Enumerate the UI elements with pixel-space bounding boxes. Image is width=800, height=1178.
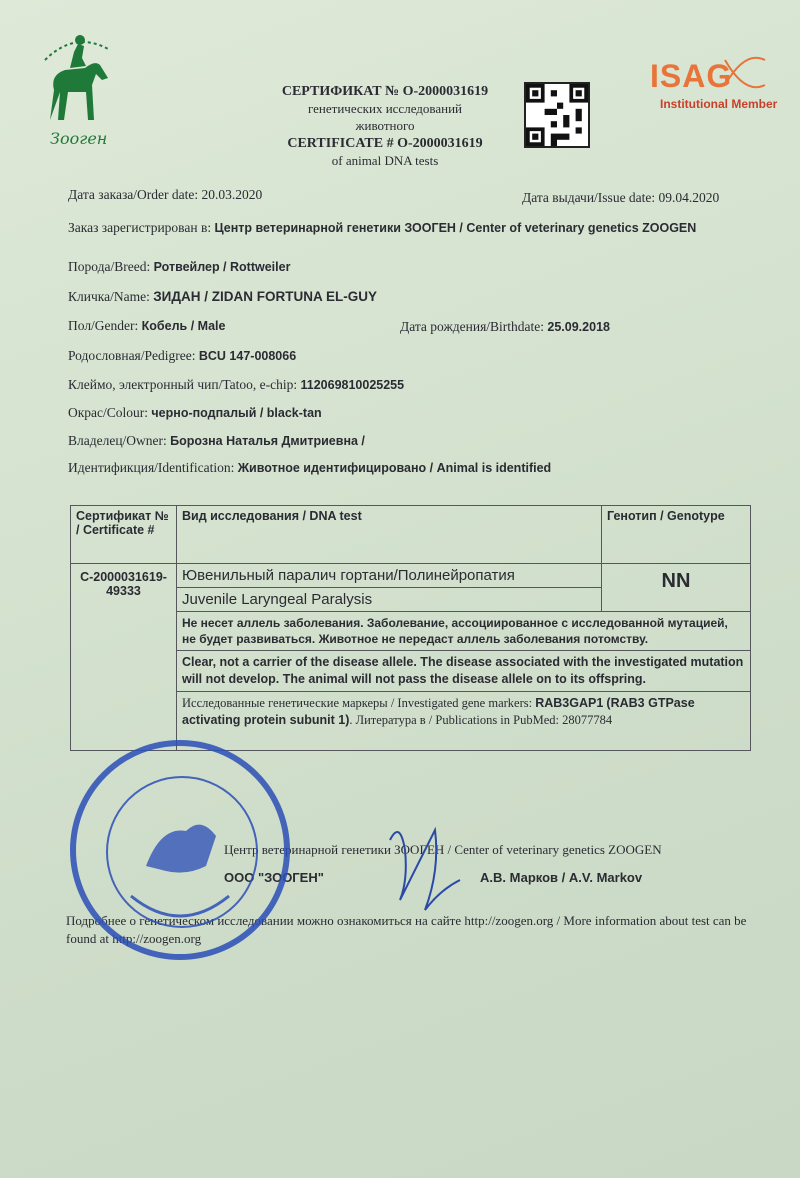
col-test-header: Вид исследования / DNA test — [177, 506, 602, 564]
signature-icon — [380, 820, 470, 920]
order-date: Дата заказа/Order date: 20.03.2020 — [68, 187, 263, 202]
result-ru: Не несет аллель заболевания. Заболевание, ассоциированное с исследованной мутацией, не будет развиваться. Животное не передаст аллель заболевания потомству. — [177, 612, 751, 651]
markers-desc: (RAB3 GTPase activating protein subunit 1) — [182, 696, 695, 727]
birth-label: Дата рождения/Birthdate: — [400, 319, 545, 334]
official-stamp — [70, 740, 290, 960]
gender-line — [68, 318, 225, 334]
table-row — [71, 564, 751, 588]
breed-label: Порода/Breed: — [68, 259, 151, 274]
footer-center: Центр ветеринарной генетики ЗООГЕН / Center of veterinary genetics ZOOGEN — [224, 842, 662, 857]
qr-code — [524, 82, 590, 148]
col-certificate-header: Сертификат № / Certificate # — [71, 506, 177, 564]
pubmed-text: . Литература в / Publications in PubMed: 28077784 — [349, 713, 613, 727]
birth-line — [400, 319, 610, 335]
subtitle-ru-1: генетических исследований — [307, 101, 463, 116]
issue-date: Дата выдачи/Issue date: 09.04.2020 — [522, 190, 720, 205]
name-value: ЗИДАН / ZIDAN FORTUNA EL-GUY — [153, 289, 377, 304]
breed-value: Ротвейлер / Rottweiler — [153, 260, 291, 274]
isag-text: ISAG — [650, 58, 733, 94]
colour-label: Окрас/Colour: — [68, 405, 149, 420]
dna-helix-icon — [720, 50, 770, 90]
cert-number: C-2000031619-49333 — [71, 564, 177, 751]
ident-label: Идентификция/Identification: — [68, 460, 235, 475]
pedigree-label: Родословная/Pedigree: — [68, 348, 196, 363]
test-name-en: Juvenile Laryngeal Paralysis — [177, 588, 602, 612]
ident-value: Животное идентифицировано / Animal is identified — [237, 461, 552, 475]
gender-label: Пол/Gender: — [68, 318, 139, 333]
markers-text: Исследованные генетические маркеры / Investigated gene markers: — [182, 696, 533, 710]
genotype-value: NN — [602, 564, 751, 612]
zoogen-logo — [30, 30, 120, 150]
dna-test-table — [70, 505, 751, 751]
pedigree-line — [68, 348, 296, 364]
registered-label: Заказ зарегистрирован в: — [68, 220, 212, 235]
footer-info: Подробнее о генетическом исследовании можно ознакомиться на сайте http://zoogen.org / More information about test can be found at http://zoogen.org — [66, 913, 747, 946]
footer-signer: А.В. Марков / A.V. Markov — [480, 870, 643, 885]
chip-value: 112069810025255 — [300, 378, 405, 392]
registered-value: Центр ветеринарной генетики ЗООГЕН / Center of veterinary genetics ZOOGEN — [214, 221, 697, 235]
ident-line — [68, 460, 551, 476]
name-label: Кличка/Name: — [68, 289, 150, 304]
col-genotype-header: Генотип / Genotype — [602, 506, 751, 564]
title-en: CERTIFICATE # O-2000031619 — [287, 136, 483, 151]
subtitle-ru-2: животного — [355, 118, 415, 133]
registered-line — [68, 219, 748, 237]
name-line — [68, 289, 377, 305]
pedigree-value: BCU 147-008066 — [198, 349, 297, 363]
footer-org: ООО "ЗООГЕН" — [224, 870, 324, 885]
chip-line — [68, 377, 404, 393]
birth-value: 25.09.2018 — [547, 320, 610, 334]
isag-member: Institutional Member — [660, 97, 778, 111]
colour-value: черно-подпалый / black-tan — [151, 406, 322, 420]
gender-value: Кобель / Male — [141, 319, 226, 333]
owner-value: Борозна Наталья Дмитриевна / — [170, 434, 365, 448]
qr-icon — [526, 84, 588, 146]
breed-line — [68, 259, 290, 275]
owner-line — [68, 433, 365, 449]
test-name-ru: Ювенильный паралич гортани/Полинейропатия — [177, 564, 602, 588]
title-ru: СЕРТИФИКАТ № О-2000031619 — [281, 84, 489, 99]
table-header-row — [71, 506, 751, 564]
owner-label: Владелец/Owner: — [68, 433, 167, 448]
subtitle-en: of animal DNA tests — [331, 153, 439, 168]
certificate-header — [250, 82, 520, 169]
logo-text: Зооген — [50, 129, 108, 148]
markers-gene: RAB3GAP1 — [535, 696, 604, 710]
horse-rider-icon — [30, 30, 120, 130]
stamp-graphic — [76, 746, 284, 954]
markers-cell — [177, 692, 751, 751]
result-en: Clear, not a carrier of the disease allele. The disease associated with the investigated mutation will not develop. The animal will not pass the disease allele on to its offspring. — [177, 651, 751, 692]
colour-line — [68, 405, 322, 421]
isag-logo — [650, 58, 800, 111]
chip-label: Клеймо, электронный чип/Tatoo, e-chip: — [68, 377, 298, 392]
